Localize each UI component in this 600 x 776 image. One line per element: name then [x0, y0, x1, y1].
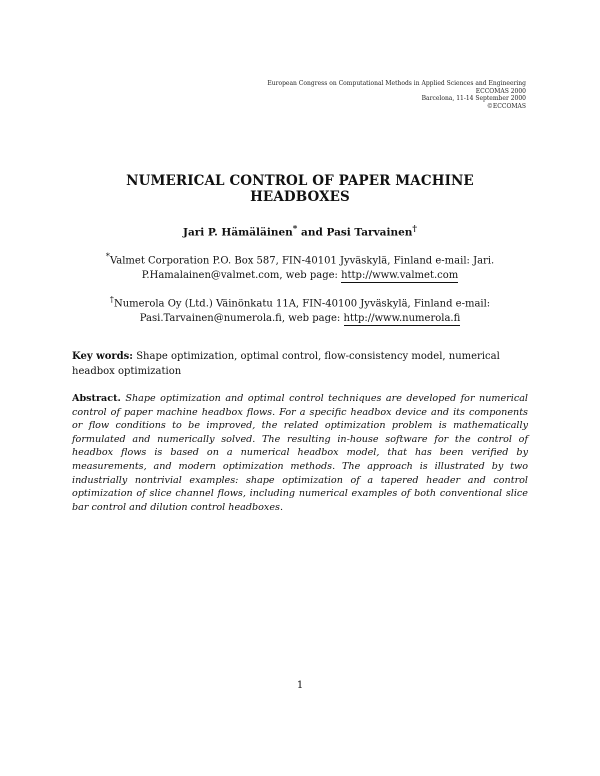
keywords-section [72, 350, 528, 379]
abstract-label: Abstract. [72, 393, 121, 404]
abstract-text: Shape optimization and optimal control techniques are developed for numerical control of paper machine headbox flows. For a specific headbox device and its components or flow conditions to be improved, the related optimization problem is mathematically formulated and numerically solved. The resulting in-house software for the control of headbox flows is based on a numerical headbox model, that has been verified by measurements, and modern optimization methods. The approach is illustrated by two industrially nontrivial examples: shape optimization of a tapered header and control optimization of slice channel flows, including numerical examples of both conventional slice bar control and dilution control headboxes. [72, 393, 528, 513]
title-line-2: HEADBOXES [250, 189, 350, 205]
affiliation-1-address: Valmet Corporation P.O. Box 587, FIN-40101 Jyväskylä, Finland e-mail: Jari. [109, 255, 495, 267]
affiliation-1-email: P.Hamalainen@valmet.com, web page: [141, 269, 338, 281]
author-conjunction: and [301, 226, 323, 239]
conference-name: European Congress on Computational Methods in Applied Sciences and Engineering [267, 80, 526, 87]
conference-location-date: Barcelona, 11-14 September 2000 [421, 95, 526, 103]
affiliation-2-email: Pasi.Tarvainen@numerola.fi, web page: [139, 312, 341, 324]
affiliation-2-web-link[interactable]: http://www.numerola.fi [343, 312, 461, 324]
keywords-label: Key words: [72, 351, 133, 362]
author-2-mark: † [412, 224, 417, 234]
author-2-name: Pasi Tarvainen [326, 226, 413, 239]
keywords-text: Shape optimization, optimal control, flow-consistency model, numerical headbox optimization [72, 351, 500, 377]
conference-header [226, 80, 526, 110]
affiliation-2-mark: † [109, 294, 114, 304]
abstract-section [72, 392, 528, 514]
page-number: 1 [296, 680, 304, 691]
paper-title [100, 173, 500, 205]
title-line-1: NUMERICAL CONTROL OF PAPER MACHINE [126, 173, 474, 189]
affiliation-1-mark: * [105, 251, 110, 261]
affiliation-2 [95, 292, 505, 326]
conference-copyright: ©ECCOMAS [486, 102, 526, 110]
affiliation-1 [95, 249, 505, 283]
author-1-name: Jari P. Hämäläinen [182, 226, 293, 239]
author-1-mark: * [292, 224, 298, 234]
affiliation-2-address: Numerola Oy (Ltd.) Väinönkatu 11A, FIN-40100 Jyväskylä, Finland e-mail: [113, 298, 491, 310]
affiliation-1-web-link[interactable]: http://www.valmet.com [341, 269, 459, 281]
conference-acronym: ECCOMAS 2000 [475, 87, 526, 95]
author-list [90, 224, 510, 239]
